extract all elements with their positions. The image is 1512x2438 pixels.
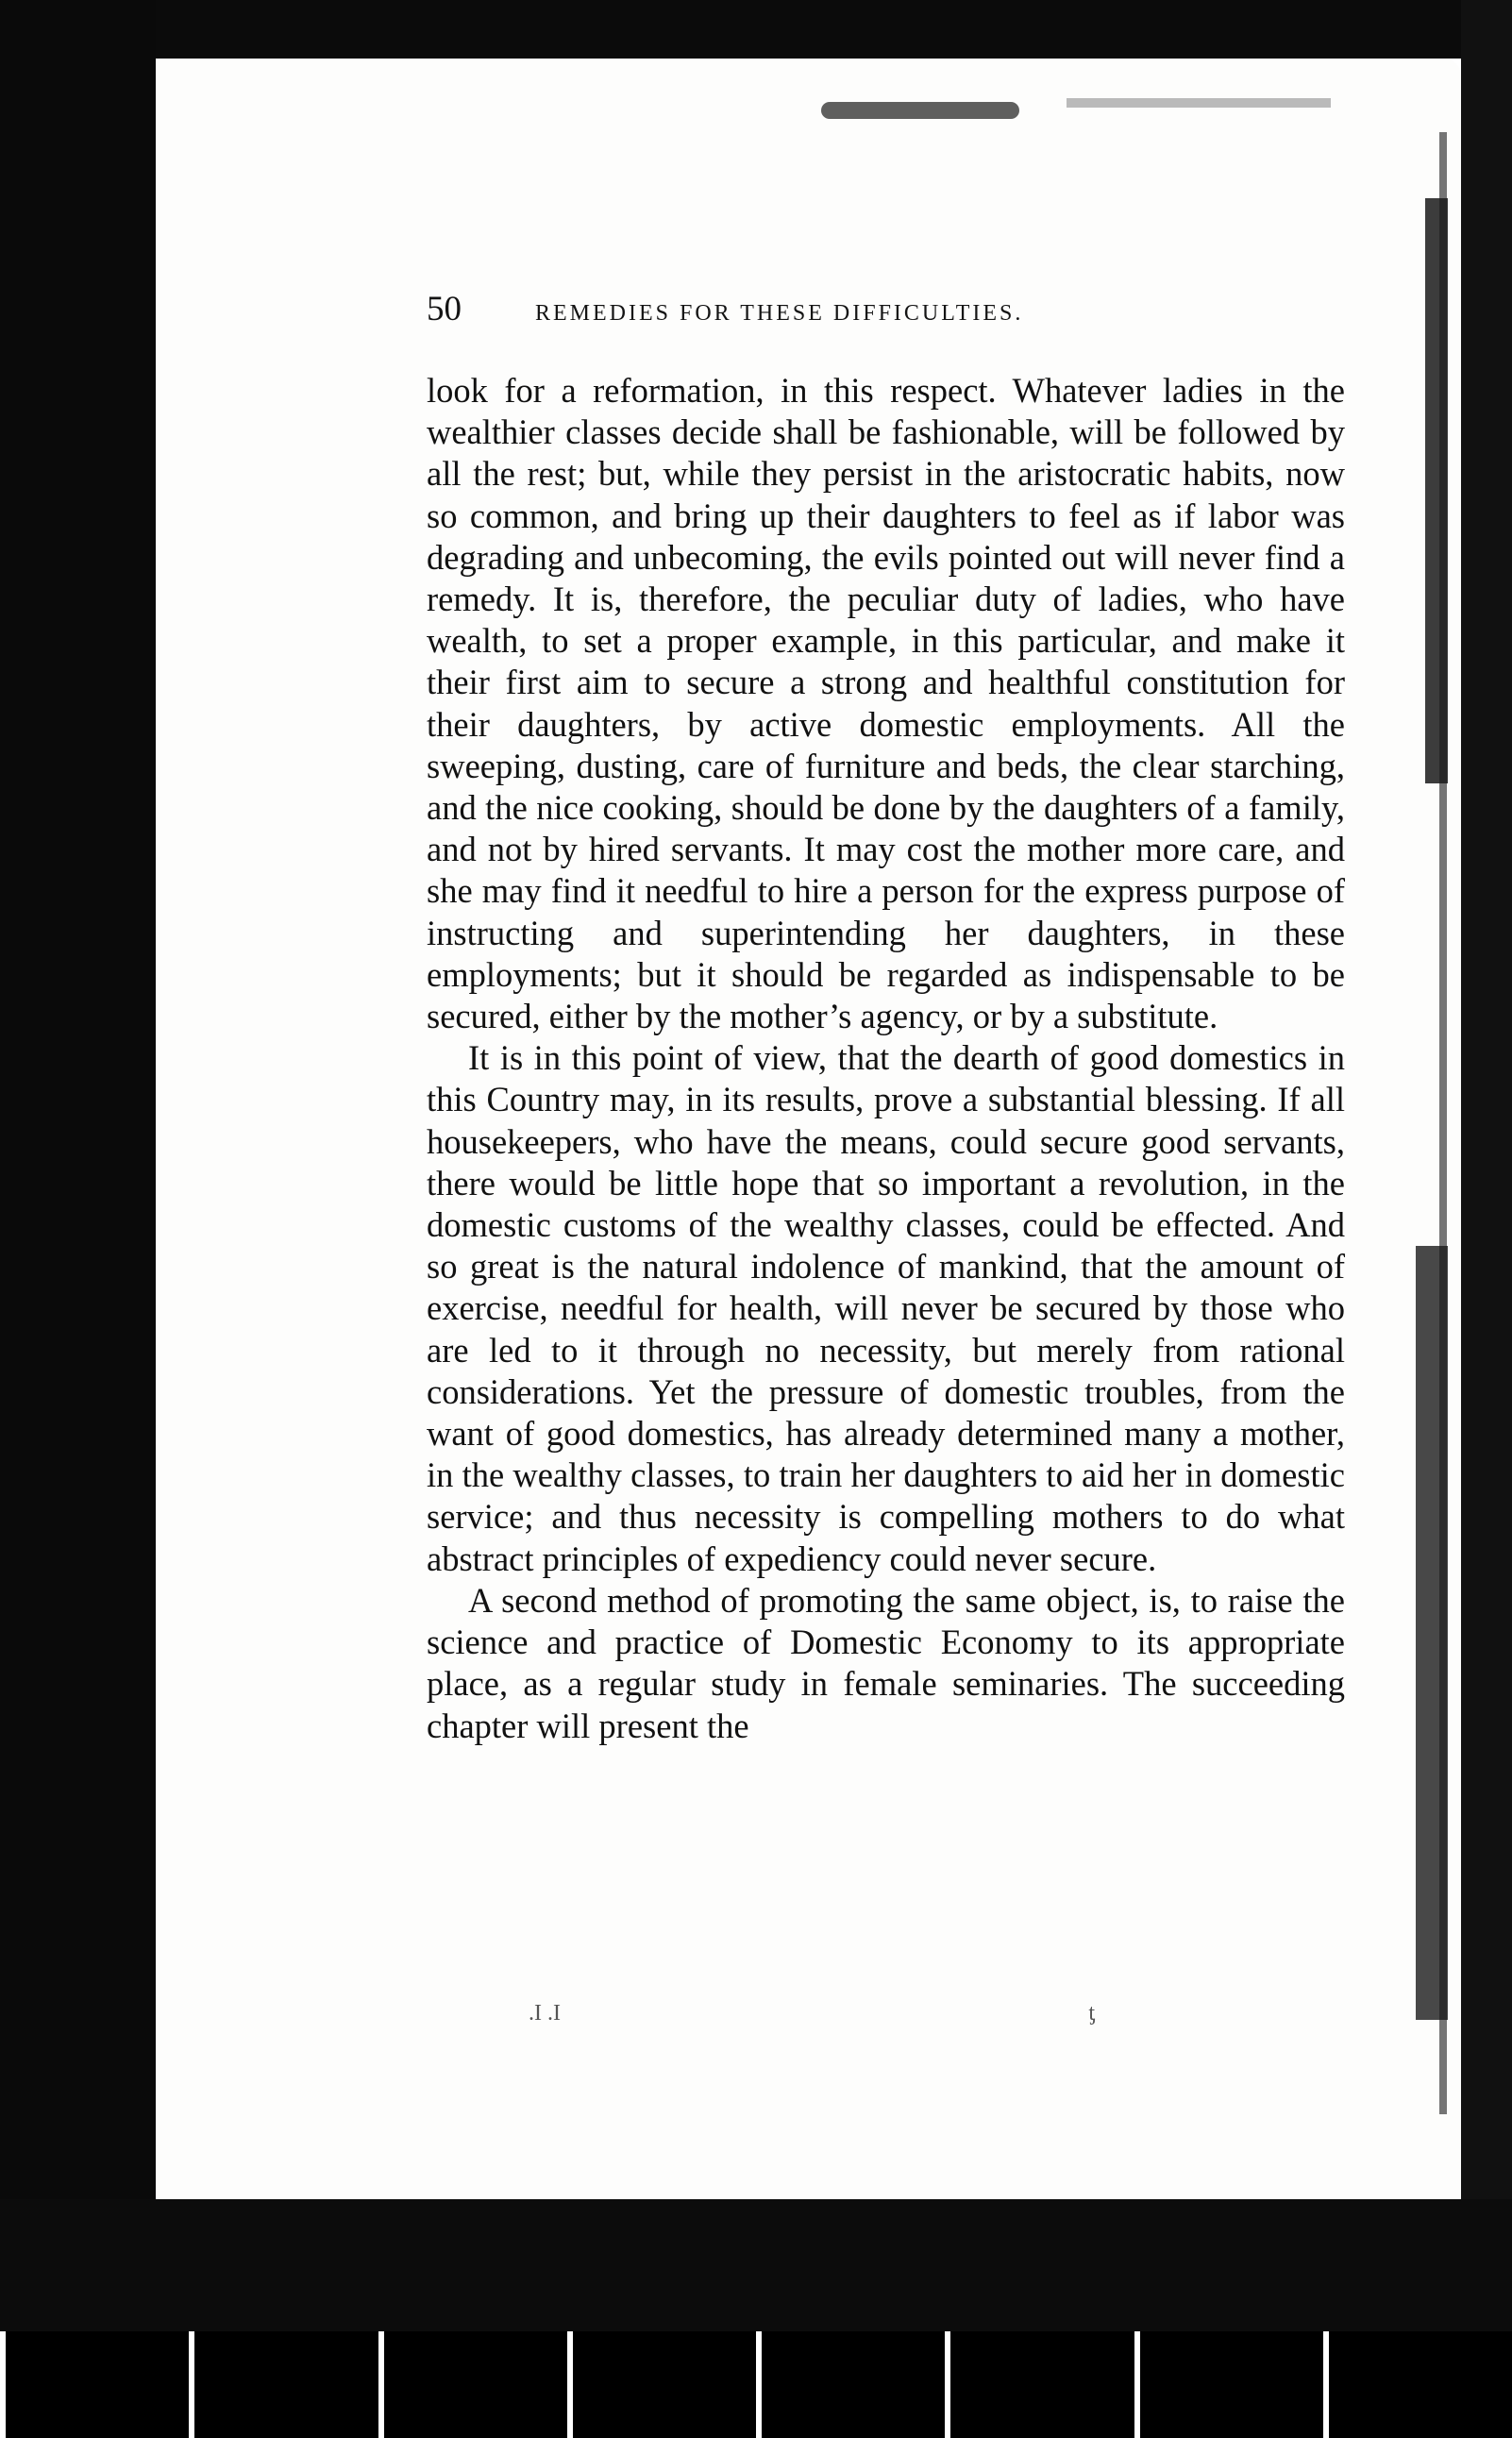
page-header xyxy=(427,289,1370,330)
running-head: REMEDIES FOR THESE DIFFICULTIES. xyxy=(535,301,1024,326)
signature-right: ƫ xyxy=(1088,2001,1095,2026)
page-number: 50 xyxy=(427,290,462,328)
scan-border-top xyxy=(0,0,1512,59)
scan-border-right xyxy=(1461,0,1512,2438)
paragraph: A second method of promoting the same object, is, to raise the science and practice of Domestic Economy to its appropriate place, as a regular study in female seminaries. The succeeding chapter will present the xyxy=(427,1580,1345,1745)
page-edge-streak xyxy=(1439,132,1447,2114)
scan-bottom-artifacts xyxy=(0,2331,1512,2438)
paragraph: look for a reformation, in this respect. Whatever ladies in the wealthier classes decide shall be fashionable, will be followed by all the rest; but, while they persist in the aristocratic habits, now so common, and bring up their daughters to feel as if labor was degrading and unbecoming, the evils pointed out will never find a remedy. It is, therefore, the peculiar duty of ladies, who have wealth, to set a proper example, in this particular, and make it their first aim to secure a strong and healthful constitution for their daughters, by active domestic employments. All the sweeping, dusting, care of furniture and beds, the clear starching, and the nice cooking, should be done by the daughters of a family, and not by hired servants. It may cost the mother more care, and she may find it needful to hire a person for the express purpose of instructing and superintending her daughters, in these employments; but it should be regarded as indispensable to be secured, either by the mother’s agency, or by a substitute. xyxy=(427,371,1345,1036)
scan-smudge xyxy=(821,102,1019,119)
scan-smudge xyxy=(1067,98,1331,108)
signature-mark xyxy=(529,2001,1095,2039)
scan-border-left xyxy=(0,0,156,2438)
signature-left: .Ι .Ι xyxy=(529,2001,561,2026)
paragraph: It is in this point of view, that the dearth of good domestics in this Country may, in its results, prove a substantial blessing. If all housekeepers, who have the means, could secure good servants, there would be little hope that so important a revolution, in the domestic customs of the wealthy classes, could be effected. And so great is the natural indolence of mankind, that the amount of exercise, needful for health, will never be secured by those who are led to it through no necessity, but merely from rational considerations. Yet the pressure of domestic troubles, from the want of good domestics, has already determined many a mother, in the wealthy classes, to train her daughters to aid her in domestic service; and thus necessity is compelling mothers to do what abstract principles of expediency could never secure. xyxy=(427,1038,1345,1578)
body-text xyxy=(427,370,1345,1747)
